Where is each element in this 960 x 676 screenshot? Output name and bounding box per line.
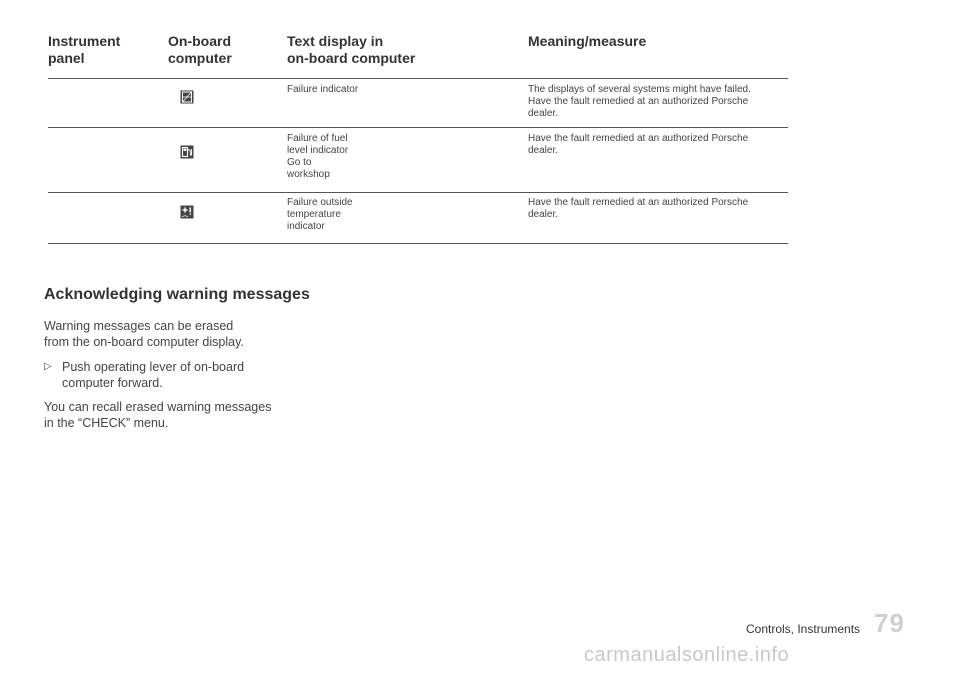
fuel-pump-icon [180,145,194,159]
table-header [48,33,788,77]
row-text-display: Failure indicator [287,84,359,95]
instruction-text: Push operating lever of on-board computer forward. [62,360,245,390]
outside-temperature-icon [180,205,194,219]
triangle-bullet-icon: ▷ [44,361,52,372]
table-rule [48,127,788,128]
header-text-display: Text display in on-board computer [287,33,416,66]
table-rule [48,192,788,193]
table-rule [48,78,788,79]
row-meaning: Have the fault remedied at an authorized Porsche dealer. [528,133,749,156]
header-instrument-panel: Instrument panel [48,33,121,66]
row-meaning: Have the fault remedied at an authorized Porsche dealer. [528,197,749,220]
row-meaning: The displays of several systems might have failed. Have the fault remedied at an authorized Porsche dealer. [528,84,751,119]
header-meaning: Meaning/measure [528,33,647,49]
failure-display-icon [180,90,194,104]
footer-section-label: Controls, Instruments [746,622,861,636]
row-text-display: Failure of fuel level indicator Go to workshop [287,133,349,180]
page-number: 79 [874,608,905,638]
section-paragraph: You can recall erased warning messages in the “CHECK” menu. [44,400,272,430]
section-title: Acknowledging warning messages [44,286,310,303]
header-onboard-computer: On-board computer [168,33,232,66]
table-rule [48,243,788,244]
watermark: carmanualsonline.info [584,644,790,666]
section-paragraph: Warning messages can be erased from the on-board computer display. [44,319,244,349]
row-text-display: Failure outside temperature indicator [287,197,353,232]
